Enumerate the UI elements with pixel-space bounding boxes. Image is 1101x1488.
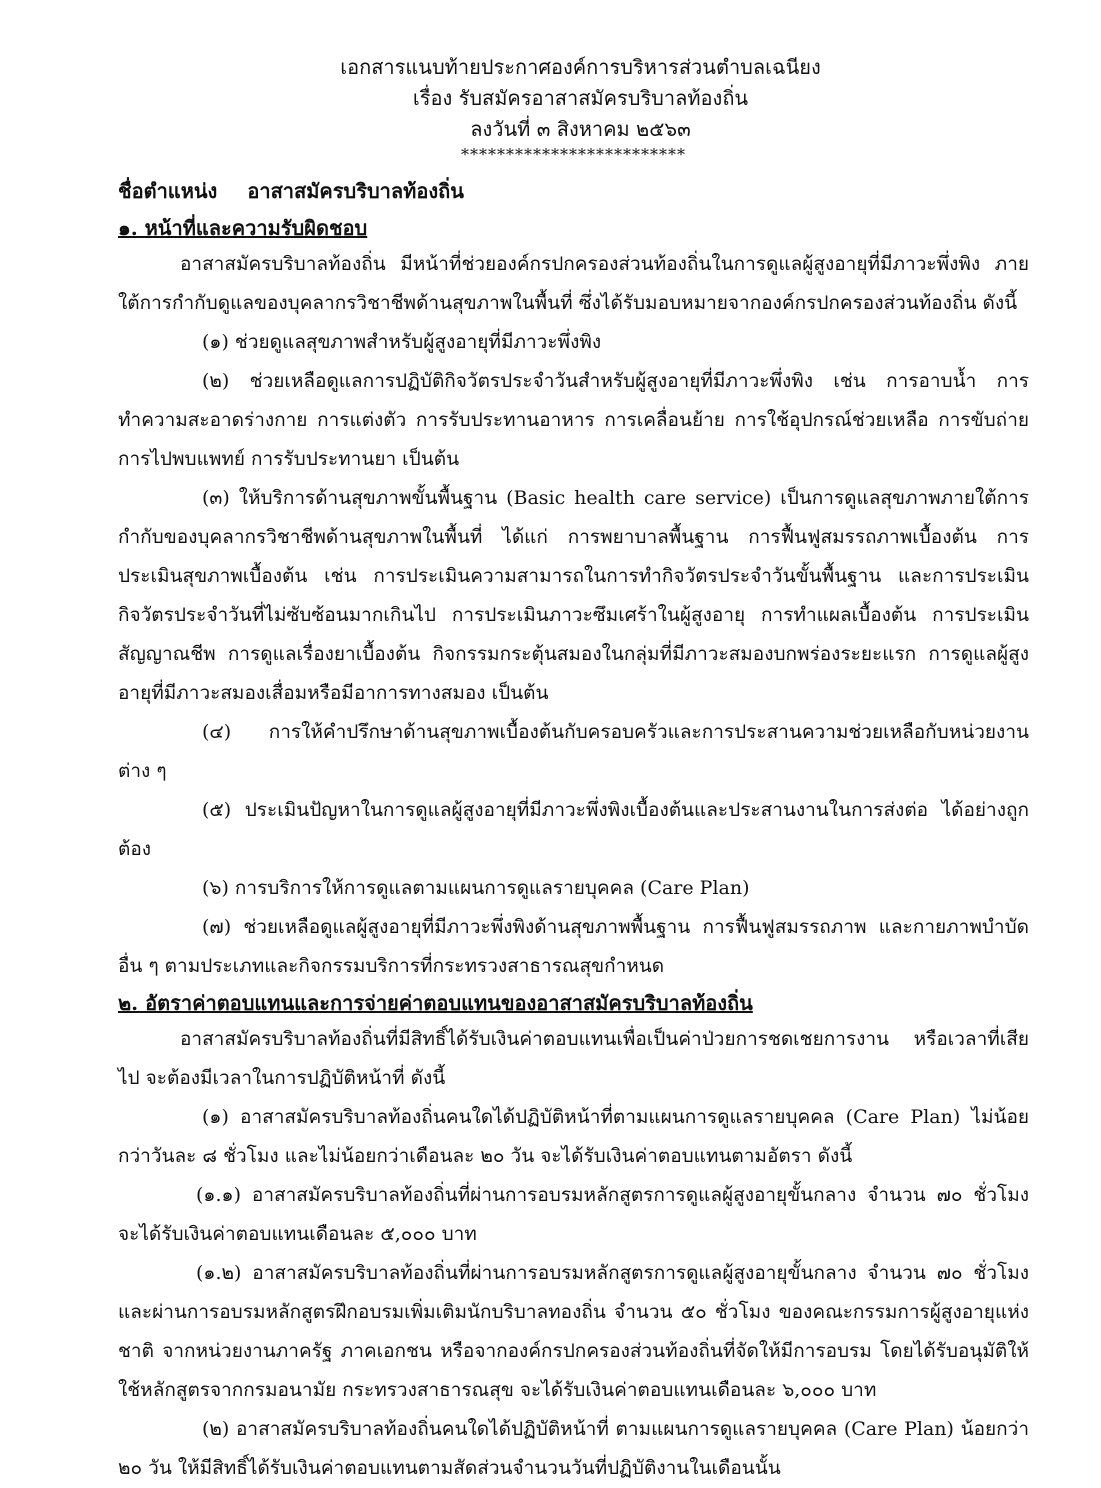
header-line-2: เรื่อง รับสมัครอาสาสมัครบริบาลท้องถิ่น [412,86,749,110]
section-2-item-1-1: (๑.๑) อาสาสมัครบริบาลท้องถิ่นที่ผ่านการอบรมหลักสูตรการดูแลผู้สูงอายุขั้นกลาง จำนวน ๗๐ ชั่วโมง จะได้รับเงินค่าตอบแทนเดือนละ ๕,๐๐๐ บาท [118,1184,1029,1245]
section-1-intro: อาสาสมัครบริบาลท้องถิ่น มีหน้าที่ช่วยองค์กรปกครองส่วนท้องถิ่นในการดูแลผู้สูงอายุที่มีภาวะพึ่งพิง ภายใต้การกำกับดูแลของบุคลากรวิชาชีพด้านสุขภาพในพื้นที่ ซึ่งได้รับมอบหมายจากองค์กรปกครองส่วนท้องถิ่น ดังนี้ [118,253,1029,314]
section-1-item-2: (๒) ช่วยเหลือดูแลการปฏิบัติกิจวัตรประจำวันสำหรับผู้สูงอายุที่มีภาวะพึ่งพิง เช่น การอาบน้ำ การทำความสะอาดร่างกาย การแต่งตัว การรับประทานอาหาร การเคลื่อนย้าย การใช้อุปกรณ์ช่วยเหลือ การขับถ่าย การไปพบแพทย์ การรับประทานยา เป็นต้น [118,370,1029,470]
section-2-item-2: (๒) อาสาสมัครบริบาลท้องถิ่นคนใดได้ปฏิบัติหน้าที่ ตามแผนการดูแลรายบุคคล (Care Plan) น้อยกว่า ๒๐ วัน ให้มีสิทธิ์ได้รับเงินค่าตอบแทนตามสัดส่วนจำนวนวันที่ปฏิบัติงานในเดือนนั้น [118,1418,1029,1479]
section-1-item-3: (๓) ให้บริการด้านสุขภาพขั้นพื้นฐาน (Basic health care service) เป็นการดูแลสุขภาพภายใต้การกำกับของบุคลากรวิชาชีพด้านสุขภาพในพื้นที่ ได้แก่ การพยาบาลพื้นฐาน การฟื้นฟูสมรรถภาพเบื้องต้น การประเมินสุขภาพเบื้องต้น เช่น การประเมินความสามารถในการทำกิจวัตรประจำวันขั้นพื้นฐาน และการประเมินกิจวัตรประจำวันที่ไม่ซับซ้อนมากเกินไป การประเมินภาวะซึมเศร้าในผู้สูงอายุ การทำแผลเบื้องต้น การประเมินสัญญาณชีพ การดูแลเรื่องยาเบื้องต้น กิจกรรมกระตุ้นสมองในกลุ่มที่มีภาวะสมองบกพร่องระยะแรก การดูแลผู้สูงอายุที่มีภาวะสมองเสื่อมหรือมีอาการทางสมอง เป็นต้น [118,487,1029,704]
section-2-item-1-2: (๑.๒) อาสาสมัครบริบาลท้องถิ่นที่ผ่านการอบรมหลักสูตรการดูแลผู้สูงอายุขั้นกลาง จำนวน ๗๐ ชั่วโมง และผ่านการอบรมหลักสูตรฝึกอบรมเพิ่มเติมนักบริบาลทองถิ่น จำนวน ๕๐ ชั่วโมง ของคณะกรรมการผู้สูงอายุแห่งชาติ จากหน่วยงานภาครัฐ ภาคเอกชน หรือจากองค์กรปกครองส่วนท้องถิ่นที่จัดให้มีการอบรม โดยได้รับอนุมัติให้ใช้หลักสูตรจากกรมอนามัย กระทรวงสาธารณสุข จะได้รับเงินค่าตอบแทนเดือนละ ๖,๐๐๐ บาท [118,1262,1029,1401]
position-label: ชื่อตำแหน่ง [118,179,218,203]
section-2-intro: อาสาสมัครบริบาลท้องถิ่นที่มีสิทธิ์ได้รับเงินค่าตอบแทนเพื่อเป็นค่าป่วยการชดเชยการงาน หรือเวลาที่เสียไป จะต้องมีเวลาในการปฏิบัติหน้าที่ ดังนี้ [118,1028,1029,1089]
section-1-item-5: (๕) ประเมินปัญหาในการดูแลผู้สูงอายุที่มีภาวะพึ่งพิงเบื้องต้นและประสานงานในการส่งต่อ ได้อย่างถูกต้อง [118,799,1029,860]
section-1-item-4: (๔) การให้คำปรึกษาด้านสุขภาพเบื้องต้นกับครอบครัวและการประสานความช่วยเหลือกับหน่วยงานต่าง ๆ [118,721,1029,782]
section-2-heading: ๒. อัตราค่าตอบแทนและการจ่ายค่าตอบแทนของอาสาสมัครบริบาลท้องถิ่น [118,991,753,1015]
section-2-item-1: (๑) อาสาสมัครบริบาลท้องถิ่นคนใดได้ปฏิบัติหน้าที่ตามแผนการดูแลรายบุคคล (Care Plan) ไม่น้อยกว่าวันละ ๘ ชั่วโมง และไม่น้อยกว่าเดือนละ ๒๐ วัน จะได้รับเงินค่าตอบแทนตามอัตรา ดังนี้ [118,1106,1029,1167]
section-1-item-1: (๑) ช่วยดูแลสุขภาพสำหรับผู้สูงอายุที่มีภาวะพึ่งพิง [202,331,602,353]
section-1-item-7: (๗) ช่วยเหลือดูแลผู้สูงอายุที่มีภาวะพึ่งพิงด้านสุขภาพพื้นฐาน การฟื้นฟูสมรรถภาพ และกายภาพบำบัดอื่น ๆ ตามประเภทและกิจกรรมบริการที่กระทรวงสาธารณสุขกำหนด [118,916,1029,977]
header-line-1: เอกสารแนบท้ายประกาศองค์การบริหารส่วนตำบลเฉนียง [340,55,821,79]
header-line-3: ลงวันที่ ๓ สิงหาคม ๒๕๖๓ [470,117,691,141]
position-value: อาสาสมัครบริบาลท้องถิ่น [247,179,464,203]
section-1-heading: ๑. หน้าที่และความรับผิดชอบ [118,216,368,240]
header-divider-stars: ************************* [461,145,686,164]
section-1-item-6: (๖) การบริการให้การดูแลตามแผนการดูแลรายบุคคล (Care Plan) [202,877,750,899]
position-row [118,171,1029,211]
